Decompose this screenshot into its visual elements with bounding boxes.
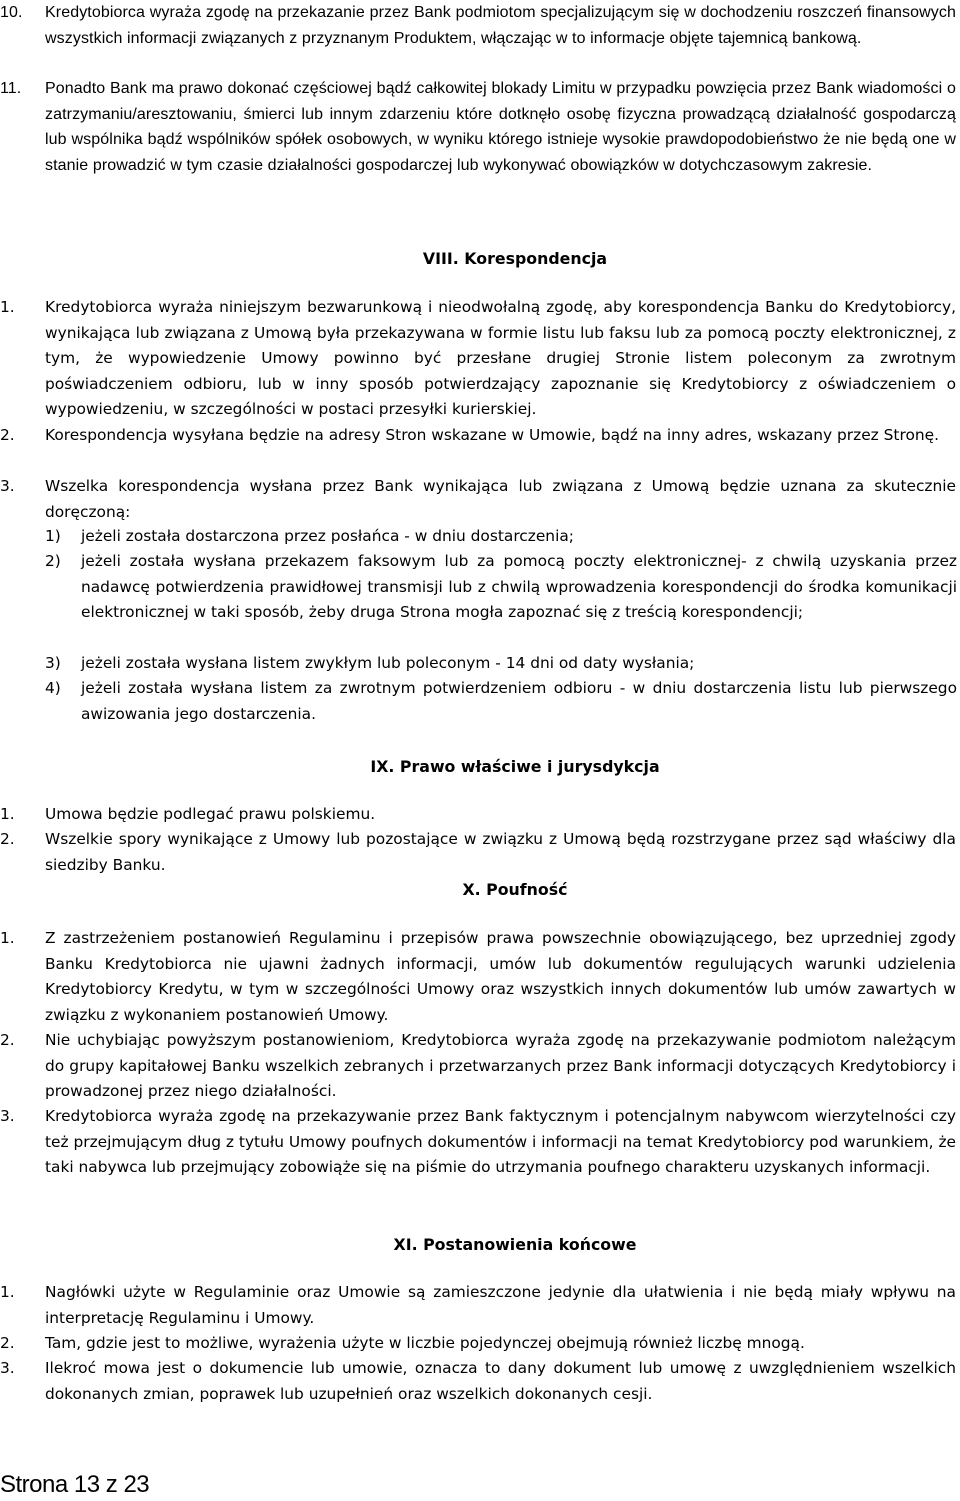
item-number: 3. (0, 1359, 15, 1377)
item-text: Korespondencja wysyłana będzie na adresy Stron wskazane w Umowie, bądź na inny adres, wskazany przez Stronę. (45, 426, 939, 444)
list-item (0, 1280, 960, 1331)
item-text: Ilekroć mowa jest o dokumencie lub umowie, oznacza to dany dokument lub umowę z uwzględnieniem wszelkich dokonanych zmian, poprawek lub uzupełnień oraz wszelkich dokonanych cesji. (45, 1359, 956, 1403)
item-text: Kredytobiorca wyraża niniejszym bezwarunkową i nieodwołalną zgodę, aby korespondencja Banku do Kredytobiorcy, wynikająca lub związana z Umową była przekazywana w formie listu lub faksu lub za pomocą poczty elektronicznej, z tym, że wypowiedzenie Umowy powinno być przesłane drugiej Stronie listem poleconym za zwrotnym poświadczeniem odbioru, lub w inny sposób potwierdzający zapoznanie się Kredytobiorcy z oświadczeniem o wypowiedzeniu, w szczególności w postaci przesyłki kurierskiej. (45, 298, 956, 418)
list-item (0, 76, 960, 178)
sub-item-text: jeżeli została wysłana listem zwykłym lub poleconym - 14 dni od daty wysłania; (81, 654, 695, 672)
item-number: 3. (0, 1107, 15, 1125)
item-text: Wszelka korespondencja wysłana przez Bank wynikająca lub związana z Umową będzie uznana za skutecznie doręczoną: (45, 477, 956, 521)
list-item (0, 802, 960, 828)
sub-item-number: 1) (45, 527, 61, 545)
sub-item-number: 2) (45, 552, 61, 570)
item-number: 3. (0, 477, 15, 495)
sub-list-item (45, 549, 960, 626)
list-item (0, 1028, 960, 1105)
item-number: 11. (0, 80, 22, 97)
item-number: 2. (0, 426, 15, 444)
item-text: Nagłówki użyte w Regulaminie oraz Umowie są zamieszczone jedynie dla ułatwienia i nie będą miały wpływu na interpretację Regulaminu i Umowy. (45, 1283, 956, 1327)
sub-item-text: jeżeli została wysłana listem za zwrotnym potwierdzeniem odbioru - w dniu dostarczenia listu lub pierwszego awizowania jego dostarczenia. (81, 679, 957, 723)
sub-list-item (45, 524, 960, 550)
list-item (0, 474, 960, 525)
item-text: Tam, gdzie jest to możliwe, wyrażenia użyte w liczbie pojedynczej obejmują również liczbę mnogą. (45, 1334, 805, 1352)
section-heading: XI. Postanowienia końcowe (393, 1235, 637, 1254)
item-text: Z zastrzeżeniem postanowień Regulaminu i przepisów prawa powszechnie obowiązującego, bez uprzedniej zgody Banku Kredytobiorca nie ujawni żadnych informacji, umów lub dokumentów regulujących warunki udzielenia Kredytobiorcy Kredytu, w tym w szczególności Umowy oraz wszystkich innych dokumentów lub umów zawartych w związku z wykonaniem postanowień Umowy. (45, 929, 956, 1024)
current-page: 13 (73, 1471, 100, 1498)
list-item (0, 0, 960, 51)
list-item (0, 827, 960, 878)
page-of-label: z (105, 1471, 118, 1498)
list-item (0, 1356, 960, 1407)
item-text: Wszelkie spory wynikające z Umowy lub pozostające w związku z Umową będą rozstrzygane przez sąd właściwy dla siedziby Banku. (45, 830, 956, 874)
item-number: 2. (0, 1031, 15, 1049)
sub-list-item (45, 651, 960, 677)
item-text: Nie uchybiając powyższym postanowieniom, Kredytobiorca wyraża zgodę na przekazywanie podmiotom należącym do grupy kapitałowej Banku wszelkich zebranych i przetwarzanych przez Bank informacji dotyczących Kredytobiorcy i prowadzonej przez niego działalności. (45, 1031, 956, 1100)
item-text: Kredytobiorca wyraża zgodę na przekazywanie przez Bank faktycznym i potencjalnym nabywcom wierzytelności czy też przejmującym dług z tytułu Umowy poufnych dokumentów i informacji na temat Kredytobiorcy pod warunkiem, że taki nabywca lub przejmujący zobowiąże się na piśmie do utrzymania poufnego charakteru uzyskanych informacji. (45, 1107, 956, 1176)
item-text: Kredytobiorca wyraża zgodę na przekazanie przez Bank podmiotom specjalizującym się w dochodzeniu roszczeń finansowych wszystkich informacji związanych z przyznanym Produktem, włączając w to informacje objęte tajemnicą bankową. (45, 4, 956, 47)
total-pages: 23 (123, 1471, 150, 1498)
item-number: 2. (0, 1334, 15, 1352)
sub-item-number: 4) (45, 679, 61, 697)
item-text: Umowa będzie podlegać prawu polskiemu. (45, 805, 376, 823)
item-number: 10. (0, 4, 23, 21)
item-number: 1. (0, 929, 15, 947)
list-item (0, 926, 960, 1028)
list-item (0, 1104, 960, 1181)
page-number-footer (0, 1470, 149, 1500)
item-number: 1. (0, 805, 15, 823)
sub-item-text: jeżeli została dostarczona przez posłańca - w dniu dostarczenia; (81, 527, 574, 545)
section-heading: IX. Prawo właściwe i jurysdykcja (370, 757, 660, 776)
section-heading: VIII. Korespondencja (422, 249, 608, 268)
item-number: 1. (0, 298, 15, 316)
page-label: Strona (0, 1471, 68, 1498)
list-item (0, 423, 960, 449)
sub-item-text: jeżeli została wysłana przekazem faksowym lub za pomocą poczty elektronicznej- z chwilą uzyskania przez nadawcę potwierdzenia prawidłowej transmisji lub z chwilą wprowadzenia korespondencji do środka komunikacji elektronicznej w taki sposób, żeby druga Strona mogła zapoznać się z treścią korespondencji; (81, 552, 957, 621)
item-text: Ponadto Bank ma prawo dokonać częściowej bądź całkowitej blokady Limitu w przypadku powzięcia przez Bank wiadomości o zatrzymaniu/aresztowaniu, śmierci lub innym zdarzeniu które dotknęło osobę fizyczna prowadzącą działalność gospodarczą lub wspólnika bądź wspólników spółek osobowych, w wyniku którego istnieje wysokie prawdopodobieństwo że nie będą one w stanie prowadzić w tym czasie działalności gospodarczej lub wykonywać obowiązków w dotychczasowym zakresie. (45, 80, 956, 174)
list-item (0, 295, 960, 423)
item-number: 2. (0, 830, 15, 848)
sub-list-item (45, 676, 960, 727)
sub-item-number: 3) (45, 654, 61, 672)
list-item (0, 1331, 960, 1357)
item-number: 1. (0, 1283, 15, 1301)
section-heading: X. Poufność (462, 880, 568, 899)
